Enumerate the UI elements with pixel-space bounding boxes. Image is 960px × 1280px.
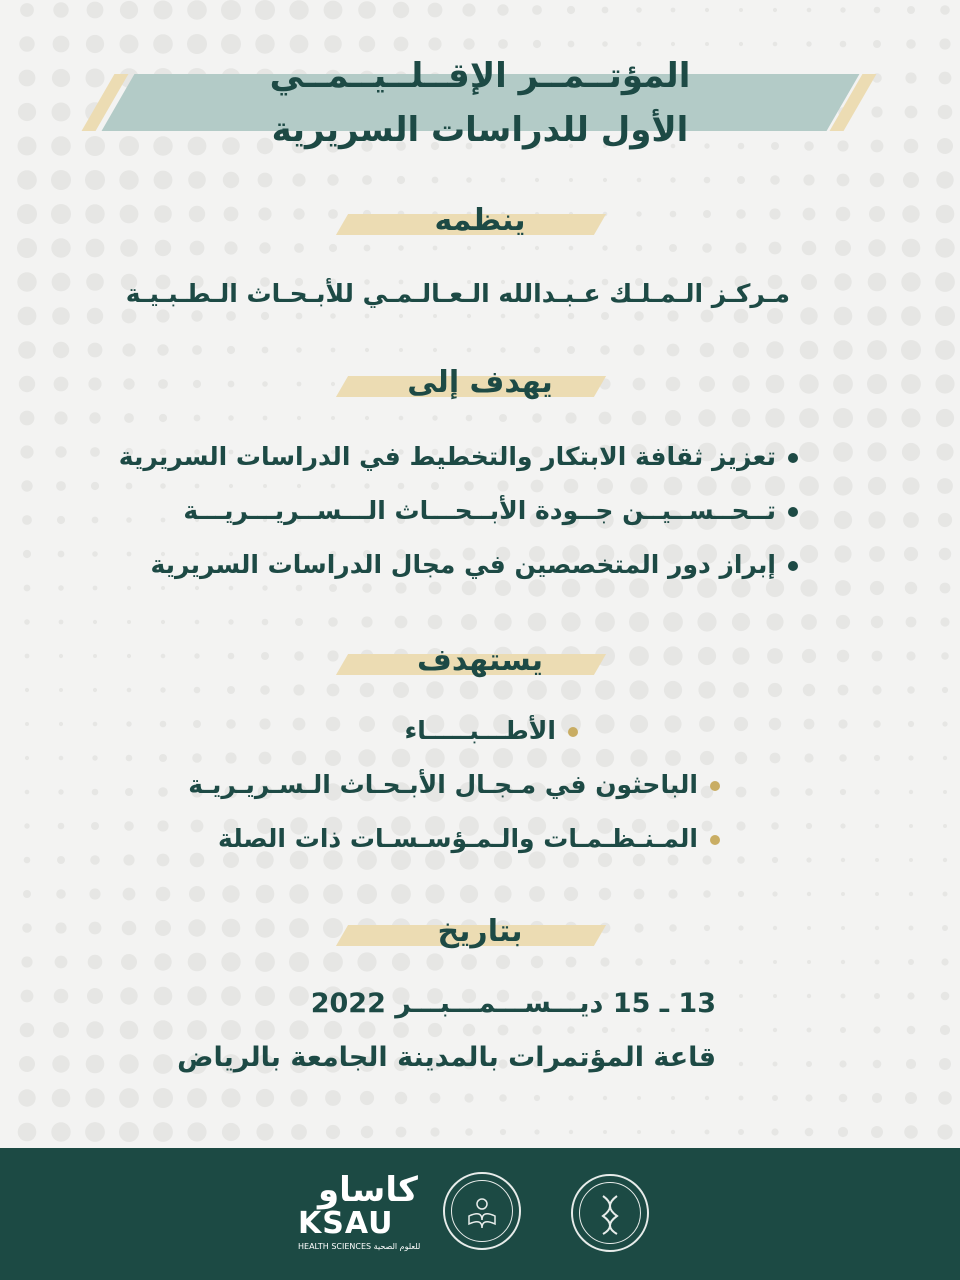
title-line-2: الأول للدراسات السريرية: [271, 110, 689, 150]
organizer-heading: ينظمه: [434, 203, 526, 238]
audience-heading: يستهدف: [416, 643, 544, 678]
bullet-icon: [788, 507, 798, 517]
bullet-icon: [710, 835, 720, 845]
goal-item: تــحــســيــن جــودة الأبــحـــاث الـــســريـــريـــة: [183, 496, 798, 525]
venue: قاعة المؤتمرات بالمدينة الجامعة بالرياض: [177, 1042, 716, 1073]
bullet-icon: [788, 561, 798, 571]
bullet-icon: [710, 781, 720, 791]
date-heading: بتاريخ: [437, 914, 523, 949]
audience-item: المـنـظـمـات والـمـؤسـسـات ذات الصلة: [218, 824, 720, 853]
ksau-logo-arabic: كاساو: [318, 1170, 418, 1210]
open-book-icon: [445, 1174, 519, 1248]
research-center-seal-icon: [571, 1174, 649, 1252]
audience-item: الأطـــبـــــاء: [405, 716, 578, 745]
dna-helix-icon: [573, 1176, 647, 1250]
date-range: 13 ـ 15 ديـــســـمـــبـــر 2022: [310, 988, 716, 1019]
goals-heading: يهدف إلى: [407, 365, 553, 400]
ksau-logo-subtitle: HEALTH SCIENCES للعلوم الصحية: [298, 1242, 421, 1251]
goal-item: إبراز دور المتخصصين في مجال الدراسات السريرية: [151, 550, 799, 579]
audience-item: الباحثون في مـجـال الأبـحـاث الـسـريـريـة: [188, 770, 720, 799]
university-seal-icon: [443, 1172, 521, 1250]
goal-item: تعزيز ثقافة الابتكار والتخطيط في الدراسات السريرية: [119, 442, 798, 471]
title-line-1: المؤتــمــر الإقــلــيــمــي: [269, 56, 691, 96]
ksau-logo-english: KSAU: [298, 1206, 394, 1241]
bullet-icon: [788, 453, 798, 463]
bullet-icon: [568, 727, 578, 737]
organizer-name: مـركـز الـمـلـك عـبـدالله الـعـالـمـي للأبـحـاث الـطـبـيـة: [125, 279, 790, 308]
